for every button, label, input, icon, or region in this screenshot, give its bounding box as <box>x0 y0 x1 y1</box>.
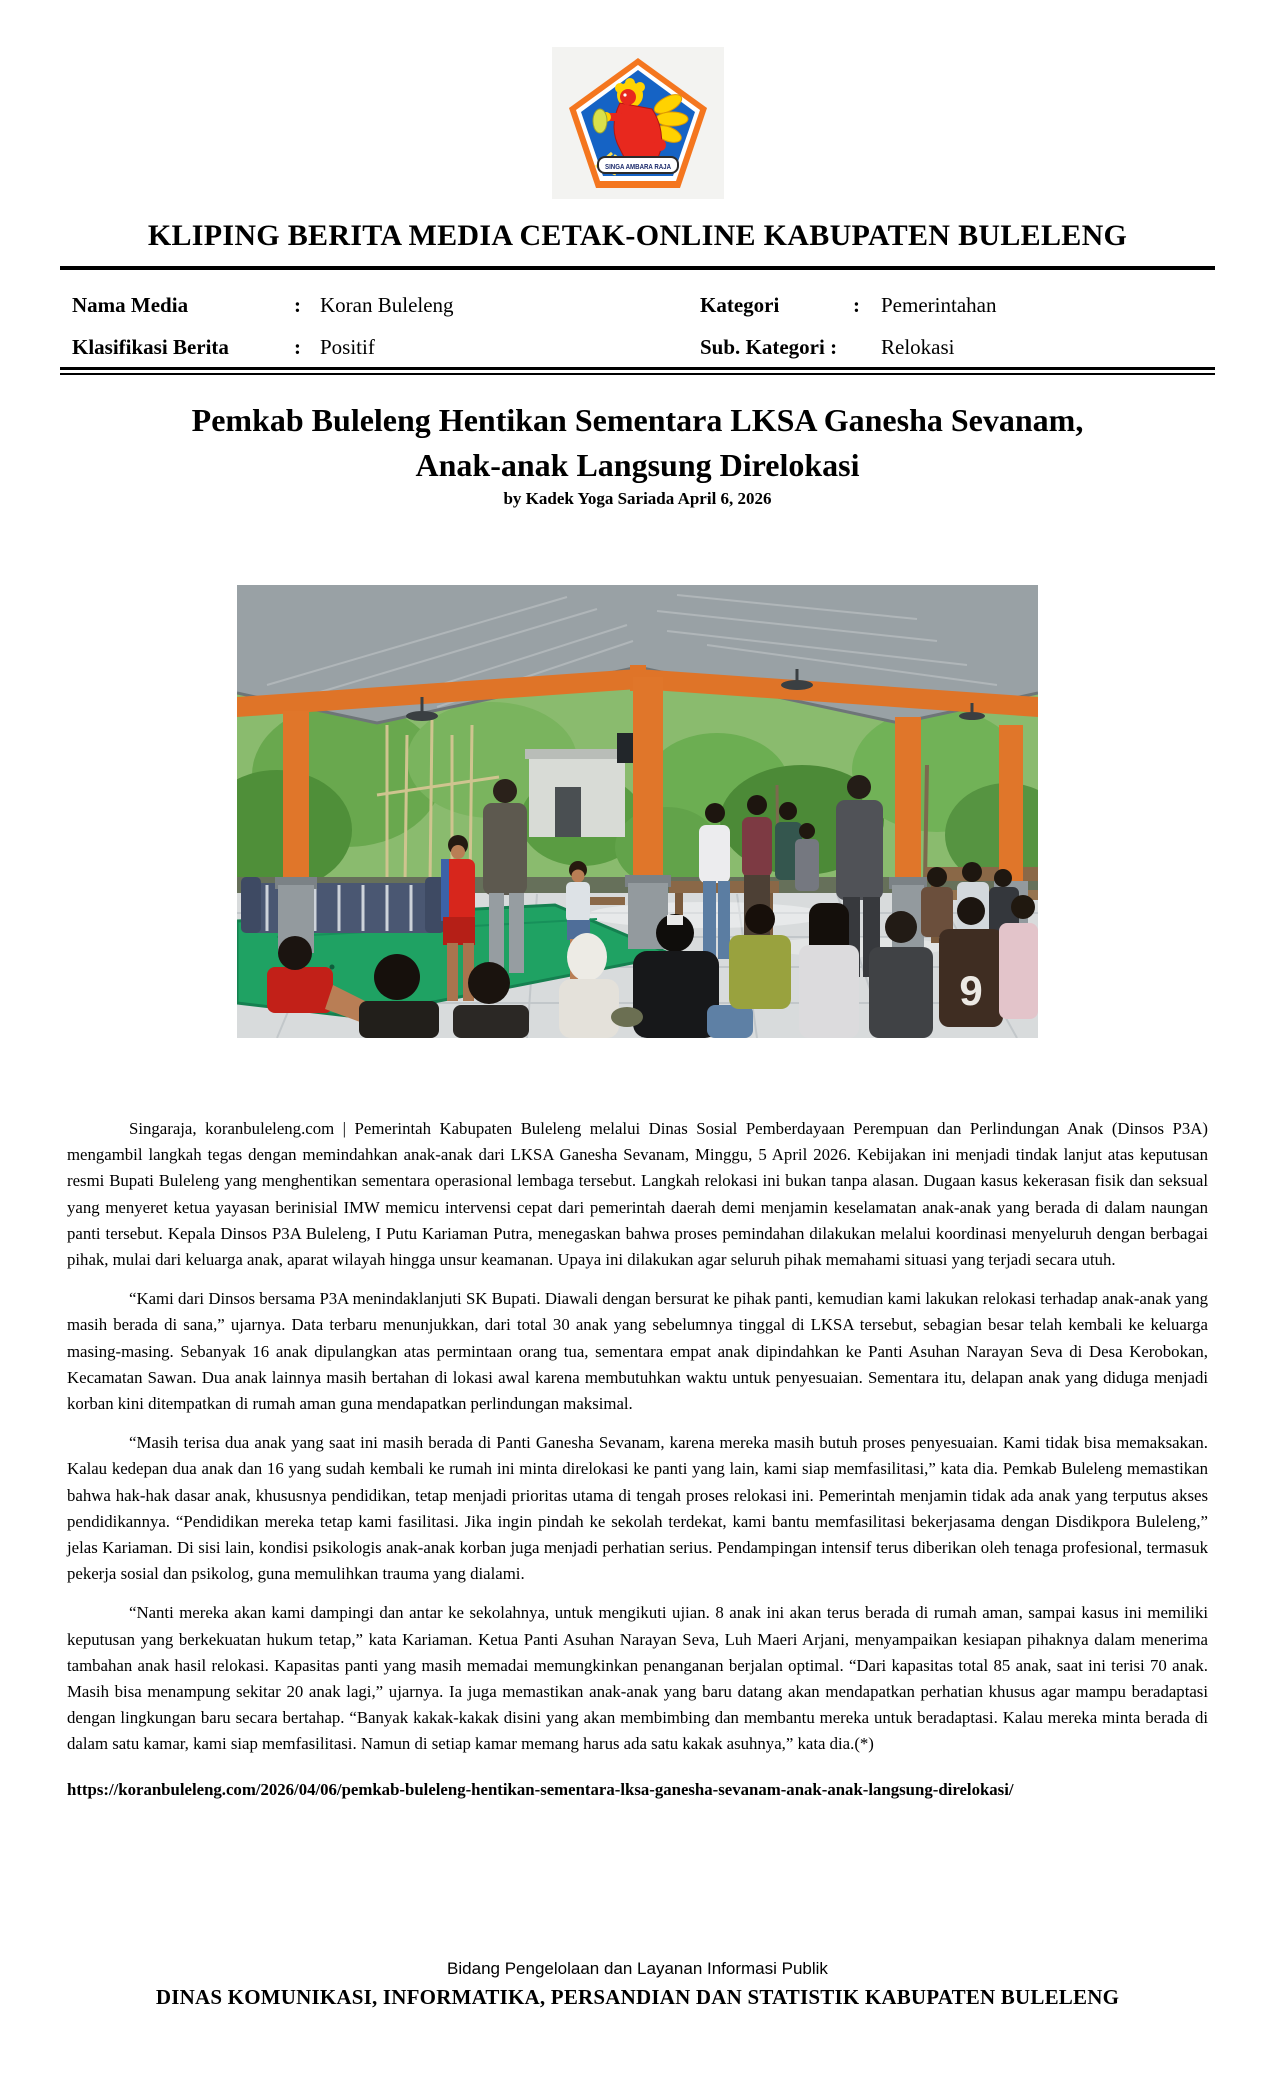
klasifikasi-value: Positif <box>320 334 375 359</box>
colon: : <box>294 292 301 317</box>
article-headline <box>0 398 1275 488</box>
nama-media-value: Koran Buleleng <box>320 292 454 317</box>
article-body <box>67 1116 1208 1803</box>
kategori-value: Pemerintahan <box>881 292 997 317</box>
headline-line-2: Anak-anak Langsung Direlokasi <box>415 447 860 483</box>
metadata-row <box>72 284 1205 326</box>
colon: : <box>294 334 301 359</box>
article-byline: by Kadek Yoga Sariada April 6, 2026 <box>503 489 772 508</box>
kategori-label: Kategori <box>700 292 780 317</box>
footer-agency: DINAS KOMUNIKASI, INFORMATIKA, PERSANDIAN DAN STATISTIK KABUPATEN BULELENG <box>155 1985 1120 2009</box>
article-photo <box>237 585 1038 1038</box>
nama-media-label: Nama Media <box>72 292 189 317</box>
source-url[interactable]: https://koranbuleleng.com/2026/04/06/pemkab-buleleng-hentikan-sementara-lksa-ganesha-sevanam-anak-anak-langsung-direlokasi/ <box>67 1779 1014 1799</box>
sub-kategori-value: Relokasi <box>881 334 955 359</box>
photo-building <box>525 749 629 837</box>
buleleng-crest-logo <box>552 47 724 199</box>
metadata-row <box>72 326 1205 368</box>
page-footer <box>0 1959 1275 2010</box>
article-paragraph: “Kami dari Dinsos bersama P3A menindaklanjuti SK Bupati. Diawali dengan bersurat ke pihak panti, kemudian kami lakukan relokasi terhadap anak-anak yang masih berada di sana,” ujarnya. Data terbaru menunjukkan, dari total 30 anak yang sebelumnya tinggal di LKSA tersebut, sebagian besar telah kembali ke keluarga masing-masing. Sebanyak 16 anak dipulangkan atas permintaan orang tua, sementara empat anak dipindahkan ke Panti Asuhan Narayan Seva di Desa Kerobokan, Kecamatan Sawan. Dua anak lainnya masih bertahan di lokasi awal karena membutuhkan waktu untuk penyesuaian. Sementara itu, delapan anak yang diduga menjadi korban kini ditempatkan di rumah aman guna mendapatkan perlindungan maksimal. <box>67 1289 1208 1414</box>
double-divider-line <box>60 367 1215 375</box>
crest-banner-text: SINGA AMBARA RAJA <box>605 164 671 171</box>
crest-icon <box>568 57 708 189</box>
jersey-number: 9 <box>959 967 983 1014</box>
photo-illustration <box>237 585 1038 1038</box>
colon: : <box>853 292 860 317</box>
article-paragraph: “Masih terisa dua anak yang saat ini masih berada di Panti Ganesha Sevanam, karena mereka masih butuh proses penyesuaian. Kami tidak bisa memaksakan. Kalau kedepan dua anak dan 16 yang sudah kembali ke rumah ini minta direlokasi ke panti yang lain, kami siap memfasilitasi,” kata dia. Pemkab Buleleng memastikan bahwa hak-hak dasar anak, khususnya pendidikan, tetap menjadi prioritas utama di tengah proses relokasi ini. Pemerintah menjamin tidak ada anak yang terputus akses pendidikannya. “Pendidikan mereka tetap kami fasilitasi. Jika ingin pindah ke sekolah terdekat, kami bantu memfasilitasi bekerjasama dengan Disdikpora Buleleng,” jelas Kariaman. Di sisi lain, kondisi psikologis anak-anak korban juga menjadi perhatian serius. Pendampingan intensif terus diberikan oleh tenaga profesional, termasuk pekerja sosial dan psikolog, guna memulihkan trauma yang dialami. <box>67 1433 1208 1584</box>
klasifikasi-label: Klasifikasi Berita <box>72 334 229 359</box>
photo-sofa <box>241 877 445 933</box>
article-paragraph: Singaraja, koranbuleleng.com | Pemerintah Kabupaten Buleleng melalui Dinas Sosial Pemberdayaan Perempuan dan Perlindungan Anak (Dinsos P3A) mengambil langkah tegas dengan memindahkan anak-anak dari LKSA Ganesha Sevanam, Minggu, 5 April 2026. Kebijakan ini menjadi tindak lanjut atas keputusan resmi Bupati Buleleng yang menghentikan sementara operasional lembaga tersebut. Langkah relokasi ini bukan tanpa alasan. Dugaan kasus kekerasan fisik dan seksual yang menyeret ketua yayasan berinisial IMW memicu intervensi cepat dari pemerintah daerah demi menjamin keselamatan anak-anak yang berada di dalam naungan panti tersebut. Kepala Dinsos P3A Buleleng, I Putu Kariaman Putra, menegaskan bahwa proses pemindahan dilakukan melalui koordinasi menyeluruh dengan berbagai pihak, mulai dari keluarga anak, aparat wilayah hingga unsur keamanan. Upaya ini dilakukan agar seluruh pihak memahami situasi yang terjadi secara utuh. <box>67 1119 1208 1270</box>
divider-line <box>60 266 1215 270</box>
footer-division: Bidang Pengelolaan dan Layanan Informasi Publik <box>447 1959 828 1978</box>
article-paragraph: “Nanti mereka akan kami dampingi dan antar ke sekolahnya, untuk mengikuti ujian. 8 anak ini akan terus berada di rumah aman, sampai kasus ini memiliki keputusan yang berkekuatan hukum tetap,” kata Kariaman. Ketua Panti Asuhan Narayan Seva, Luh Maeri Arjani, menyampaikan kesiapan pihaknya dalam menerima tambahan anak hasil relokasi. Kapasitas panti yang masih memadai memungkinkan penanganan berjalan optimal. “Dari kapasitas total 85 anak, saat ini terisi 70 anak. Masih bisa menampung sekitar 20 anak lagi,” ujarnya. Ia juga memastikan anak-anak yang baru datang akan mendapatkan perhatian khusus agar mampu beradaptasi dengan lingkungan baru secara bertahap. “Banyak kakak-kakak disini yang akan membimbing dan membantu mereka untuk beradaptasi. Kalau mereka minta berada di dalam satu kamar, kami siap memfasilitasi. Namun di setiap kamar memang harus ada satu kakak asuhnya,” kata dia.(*) <box>67 1603 1208 1754</box>
sub-kategori-label: Sub. Kategori : <box>700 334 838 359</box>
headline-line-1: Pemkab Buleleng Hentikan Sementara LKSA Ganesha Sevanam, <box>191 402 1084 438</box>
metadata-table <box>72 284 1205 368</box>
document-title: KLIPING BERITA MEDIA CETAK-ONLINE KABUPATEN BULELENG <box>147 219 1128 252</box>
